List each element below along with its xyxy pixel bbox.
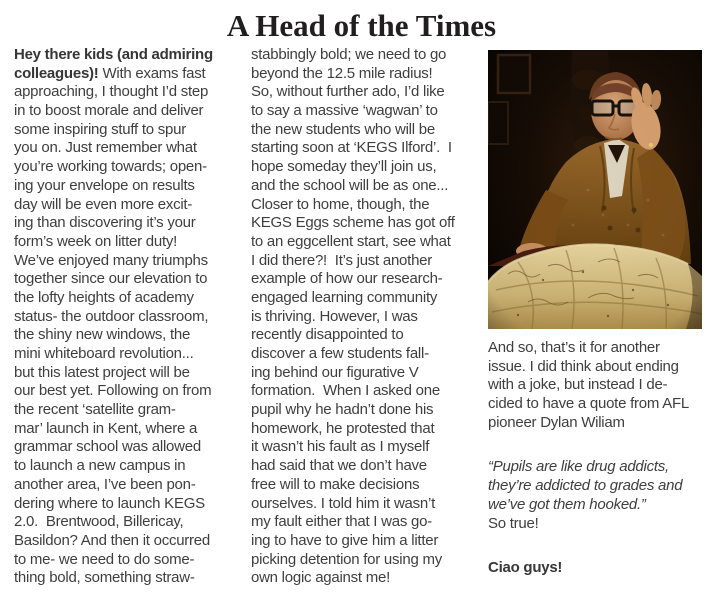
text-line: Hey there kids (and admiring (14, 46, 213, 63)
text-line: in to boost morale and deliver (14, 102, 204, 120)
text-line: Ciao guys! (488, 559, 563, 577)
text-line: had said that we don’t have (251, 457, 427, 475)
text-line: recently disappointed to (251, 326, 404, 344)
text-line: ing to have to give him a litter (251, 531, 439, 549)
text-line: picking detention for using my (251, 550, 442, 568)
text-line: status- the outdoor classroom, (14, 307, 209, 325)
text-line: dering where to launch KEGS (14, 494, 205, 512)
text-line: with a joke, but instead I de- (488, 376, 668, 394)
text-line: it wasn’t his fault as I myself (251, 438, 430, 456)
text-line: beyond the 12.5 mile radius! (251, 64, 433, 82)
text-line: grammar school was allowed (14, 438, 201, 456)
text-line: colleagues)! With exams fast (14, 64, 206, 82)
text-line: hope someday they’ll join us, (251, 158, 437, 176)
text-line: pioneer Dylan Wiliam (488, 413, 625, 431)
text-line: issue. I did think about ending (488, 357, 679, 375)
text-line: the lofty heights of academy (14, 288, 194, 306)
text-line: approaching, I thought I’d step (14, 83, 209, 101)
text-line: formation. When I asked one (251, 382, 440, 400)
text-line: And so, that’s it for another (488, 339, 660, 356)
text-line: So, without further ado, I’d like (251, 83, 445, 101)
text-line (488, 432, 712, 458)
column-middle (251, 46, 475, 588)
text-line: ourselves. I told him it wasn’t (251, 494, 435, 512)
text-line: mini whiteboard revolution... (14, 345, 194, 362)
text-line: but this latest project will be (14, 363, 190, 381)
column-left (14, 46, 238, 588)
text-line: cided to have a quote from AFL (488, 395, 689, 413)
text-line: own logic against me! (251, 569, 390, 587)
column-right-text (488, 339, 712, 578)
text-line: you on. Just remember what (14, 139, 197, 157)
page-title: A Head of the Times (226, 8, 497, 43)
text-line: to me- we need to do some- (14, 550, 195, 568)
text-line: engaged learning community (251, 288, 438, 306)
text-line: day will be even more excit- (14, 195, 193, 213)
text-line: to an eggcellent start, see what (251, 232, 451, 250)
headmaster-photo (488, 50, 702, 329)
text-line: is thriving. However, I was (251, 307, 418, 325)
text-line: the recent ‘satellite gram- (14, 401, 176, 419)
text-line: pupil why he hadn’t done his (251, 401, 434, 419)
text-line: Closer to home, though, the (251, 195, 430, 213)
text-line: thing bold, something straw- (14, 569, 195, 587)
text-line: So true! (488, 514, 539, 532)
text-line: and the school will be as one... (251, 176, 449, 194)
text-line: the new students who will be (251, 120, 435, 138)
text-line: KEGS Eggs scheme has got off (251, 214, 455, 232)
text-line: free will to make decisions (251, 475, 420, 493)
text-line: to say a massive ‘wagwan’ to (251, 102, 438, 120)
text-line: ing behind our figurative V (251, 363, 419, 381)
text-line: Basildon? And then it occurred (14, 531, 210, 549)
text-line: my fault either that I was go- (251, 513, 432, 531)
text-line: to launch a new campus in (14, 457, 186, 475)
text-line: together since our elevation to (14, 270, 208, 288)
text-line: starting soon at ‘KEGS Ilford’. I (251, 139, 452, 157)
text-line: ing than discovering it’s your (14, 214, 196, 232)
text-line: I did there?! It’s just another (251, 251, 433, 269)
text-line: stabbingly bold; we need to go (251, 46, 447, 63)
text-line: discover a few students fall- (251, 345, 429, 362)
text-line: form’s week on litter duty! (14, 232, 178, 250)
text-line: you’re working towards; open- (14, 158, 207, 176)
text-line: some inspiring stuff to spur (14, 120, 186, 138)
text-line: they’re addicted to grades and (488, 477, 683, 495)
text-line: example of how our research- (251, 270, 443, 288)
text-line: “Pupils are like drug addicts, (488, 458, 669, 476)
text-line: our best yet. Following on from (14, 382, 212, 400)
text-line: We’ve enjoyed many triumphs (14, 251, 208, 269)
text-line: 2.0. Brentwood, Billericay, (14, 513, 184, 531)
columns-container (0, 46, 723, 588)
text-line: we’ve got them hooked.” (488, 495, 646, 513)
photo-vignette (488, 50, 702, 329)
text-line: homework, he protested that (251, 419, 435, 437)
text-line: another area, I’ve been pon- (14, 475, 196, 493)
text-line: ing your envelope on results (14, 176, 195, 194)
text-line: the shiny new windows, the (14, 326, 191, 344)
column-right (488, 46, 712, 578)
newsletter-page (0, 9, 723, 588)
text-line (488, 533, 712, 559)
text-line: mar’ launch in Kent, where a (14, 419, 198, 437)
